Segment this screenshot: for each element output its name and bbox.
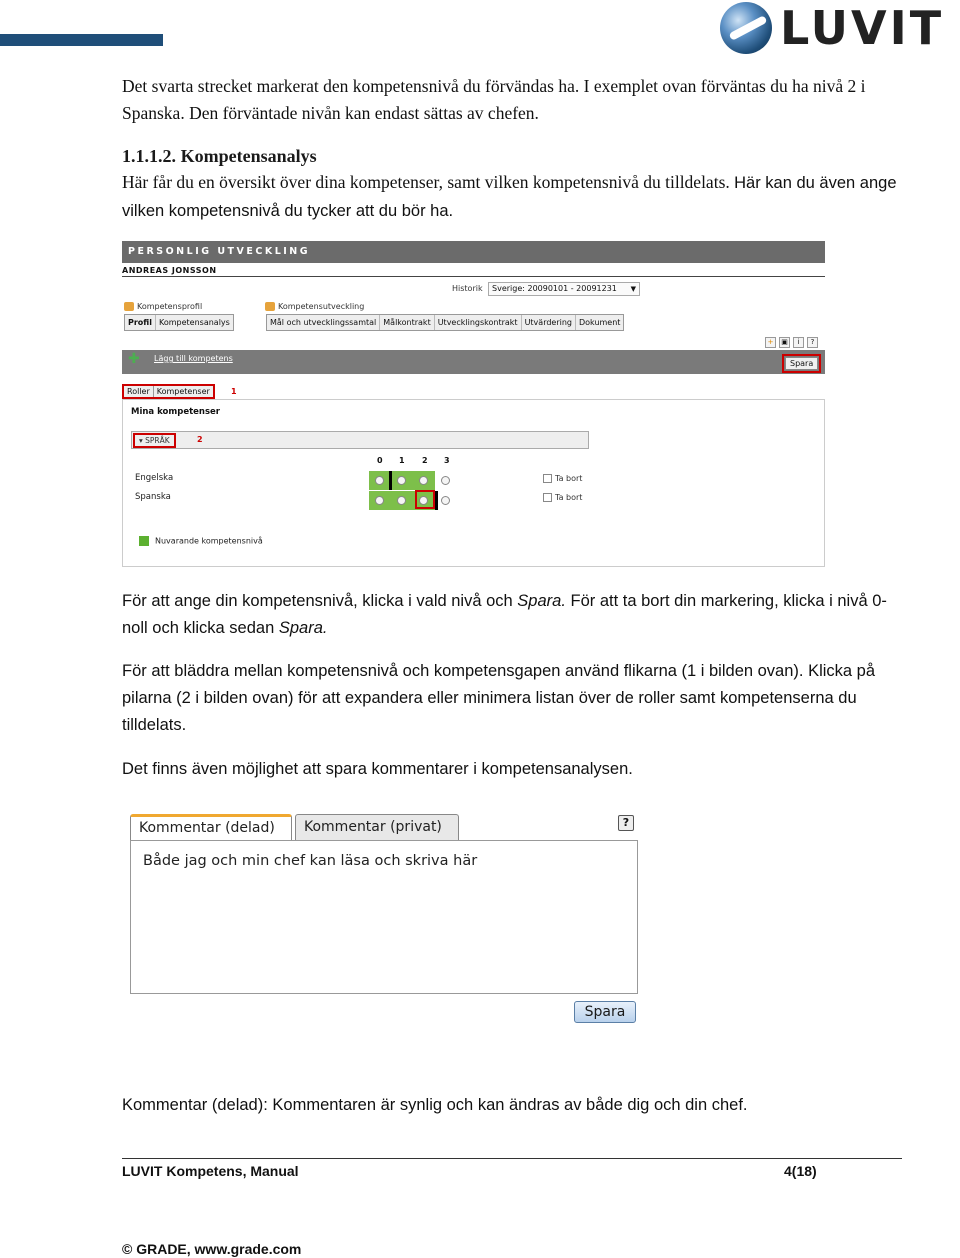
tab-kompetenser[interactable]: Kompetenser <box>156 387 210 396</box>
action-bar <box>122 350 825 374</box>
remove-label: Ta bort <box>555 474 583 483</box>
level-radio[interactable] <box>397 476 406 485</box>
print-icon[interactable]: ▣ <box>779 337 790 348</box>
level-radio[interactable] <box>441 476 450 485</box>
panel-title: Mina kompetenser <box>131 407 220 417</box>
page-number: 4(18) <box>784 1163 817 1179</box>
level-radio[interactable] <box>397 496 406 505</box>
section-intro <box>122 169 902 225</box>
level-cell <box>391 491 413 510</box>
section-heading <box>122 143 902 171</box>
paragraph-shared-comment: Kommentar (delad): Kommentaren är synlig och kan ändras av både dig och din chef. <box>122 1096 748 1114</box>
paragraph-set-level <box>122 588 902 642</box>
group-kompetensprofil-label: Kompetensprofil <box>137 302 203 311</box>
profile-icon <box>124 302 134 311</box>
level-cell <box>413 471 435 490</box>
para2-text-a: För att ange din kompetensnivå, klicka i vald nivå och <box>122 592 518 610</box>
para2-spara-1: Spara. <box>517 592 566 610</box>
legend <box>139 536 263 546</box>
competence-analysis-screenshot <box>122 241 825 567</box>
globe-icon <box>720 2 772 54</box>
historik-label: Historik <box>452 284 483 293</box>
checkbox[interactable] <box>543 493 552 502</box>
section-title: Kompetensanalys <box>180 146 317 166</box>
info-icon[interactable]: i <box>793 337 804 348</box>
chevron-down-icon: ▼ <box>630 285 636 293</box>
tab-roller[interactable]: Roller <box>124 386 154 397</box>
section-number: 1.1.1.2. <box>122 146 176 166</box>
comment-text: Både jag och min chef kan läsa och skriva här <box>143 853 478 869</box>
section-intro-a: Här får du en översikt över dina kompetenser, samt vilken kompetensnivå du tilldelats. <box>122 172 730 192</box>
level-header-0: 0 <box>377 456 383 465</box>
comment-save-button[interactable]: Spara <box>574 1001 636 1023</box>
level-header-2: 2 <box>422 456 428 465</box>
remove-checkbox[interactable] <box>543 493 582 502</box>
expected-level-marker <box>435 491 438 510</box>
tab-dokument[interactable]: Dokument <box>579 318 621 327</box>
tab-mal-och-utvecklingssamtal[interactable]: Mål och utvecklingssamtal <box>267 315 380 330</box>
tab-profil[interactable]: Profil <box>125 315 156 330</box>
competence-name: Engelska <box>135 473 174 483</box>
expected-level-marker <box>389 471 392 490</box>
people-icon <box>265 302 275 311</box>
level-cell <box>369 491 391 510</box>
my-competences-panel <box>122 399 825 567</box>
luvit-logo <box>720 0 960 56</box>
title-underline <box>122 276 825 277</box>
level-cell <box>435 491 457 510</box>
remove-checkbox[interactable] <box>543 474 582 483</box>
roles-competences-tabs <box>122 384 215 399</box>
screen-title: PERSONLIG UTVECKLING <box>122 241 825 263</box>
group-kompetensutveckling <box>265 302 364 311</box>
level-radio[interactable] <box>441 496 450 505</box>
marker-1: 1 <box>231 387 237 396</box>
user-name: ANDREAS JONSSON <box>122 266 217 275</box>
level-radio[interactable] <box>419 476 428 485</box>
checkbox[interactable] <box>543 474 552 483</box>
kompetensutveckling-tabs <box>266 314 624 331</box>
comment-textarea[interactable] <box>130 840 638 994</box>
level-radio[interactable] <box>375 496 384 505</box>
footer-divider <box>122 1158 902 1159</box>
tab-comment-shared[interactable]: Kommentar (delad) <box>130 814 292 840</box>
tab-kompetensanalys[interactable]: Kompetensanalys <box>158 318 230 327</box>
language-group-toggle[interactable]: ▾ SPRÅK <box>133 433 176 448</box>
marker-2: 2 <box>197 435 203 444</box>
help-icon[interactable]: ? <box>618 815 634 831</box>
level-radio[interactable] <box>375 476 384 485</box>
competence-name: Spanska <box>135 492 171 502</box>
comment-screenshot <box>122 808 642 1028</box>
add-icon[interactable]: + <box>765 337 776 348</box>
plus-icon: ✚ <box>128 351 140 367</box>
footer-title: LUVIT Kompetens, Manual <box>122 1163 299 1179</box>
level-header-3: 3 <box>444 456 450 465</box>
paragraph-browse-tabs: För att bläddra mellan kompetensnivå och kompetensgapen använd flikarna (1 i bilden ovan). Klicka på pilarna (2 i bilden ovan) för att expandera eller minimera listan över de roller samt kompetenserna du tilldelats. <box>122 662 876 734</box>
header-accent-bar <box>0 34 163 46</box>
save-button[interactable]: Spara <box>785 357 818 370</box>
section-intro-b: Här kan du även ange vilken kompetensnivå du tycker att du bör ha. <box>122 174 897 220</box>
add-competence-link[interactable]: Lägg till kompetens <box>154 354 233 363</box>
legend-swatch <box>139 536 149 546</box>
para2-spara-2: Spara. <box>278 619 328 637</box>
logo-wordmark: LUVIT <box>780 1 945 55</box>
level-cell <box>369 471 391 490</box>
save-button-highlight <box>782 354 821 373</box>
help-icon[interactable]: ? <box>807 337 818 348</box>
selected-level-highlight <box>415 490 435 509</box>
legend-label: Nuvarande kompetensnivå <box>155 536 263 546</box>
tab-utvardering[interactable]: Utvärdering <box>522 315 576 330</box>
level-cell <box>435 471 457 490</box>
tab-malkontrakt[interactable]: Målkontrakt <box>380 315 434 330</box>
copyright: © GRADE, www.grade.com <box>122 1241 302 1257</box>
remove-label: Ta bort <box>555 493 583 502</box>
toolbar-icons <box>765 337 818 348</box>
level-header-1: 1 <box>399 456 405 465</box>
group-kompetensprofil <box>124 302 202 311</box>
para2-text-c: För att ta bort din markering, klicka i nivå 0-noll och klicka sedan <box>122 592 887 637</box>
paragraph-comments: Det finns även möjlighet att spara kommentarer i kompetensanalysen. <box>122 760 633 778</box>
tab-utvecklingskontrakt[interactable]: Utvecklingskontrakt <box>435 315 522 330</box>
group-kompetensutveckling-label: Kompetensutveckling <box>278 302 365 311</box>
paragraph-expected-level: Det svarta strecket markerat den kompetensnivå du förvändas ha. I exemplet ovan förväntas du ha nivå 2 i Spanska. Den förväntade nivån kan endast sättas av chefen. <box>122 76 866 123</box>
kompetensprofil-tabs <box>124 314 234 331</box>
level-cell <box>391 471 413 490</box>
historik-value: Sverige: 20090101 - 20091231 <box>492 284 617 293</box>
tab-comment-private[interactable]: Kommentar (privat) <box>295 814 459 840</box>
historik-select[interactable] <box>488 282 640 296</box>
